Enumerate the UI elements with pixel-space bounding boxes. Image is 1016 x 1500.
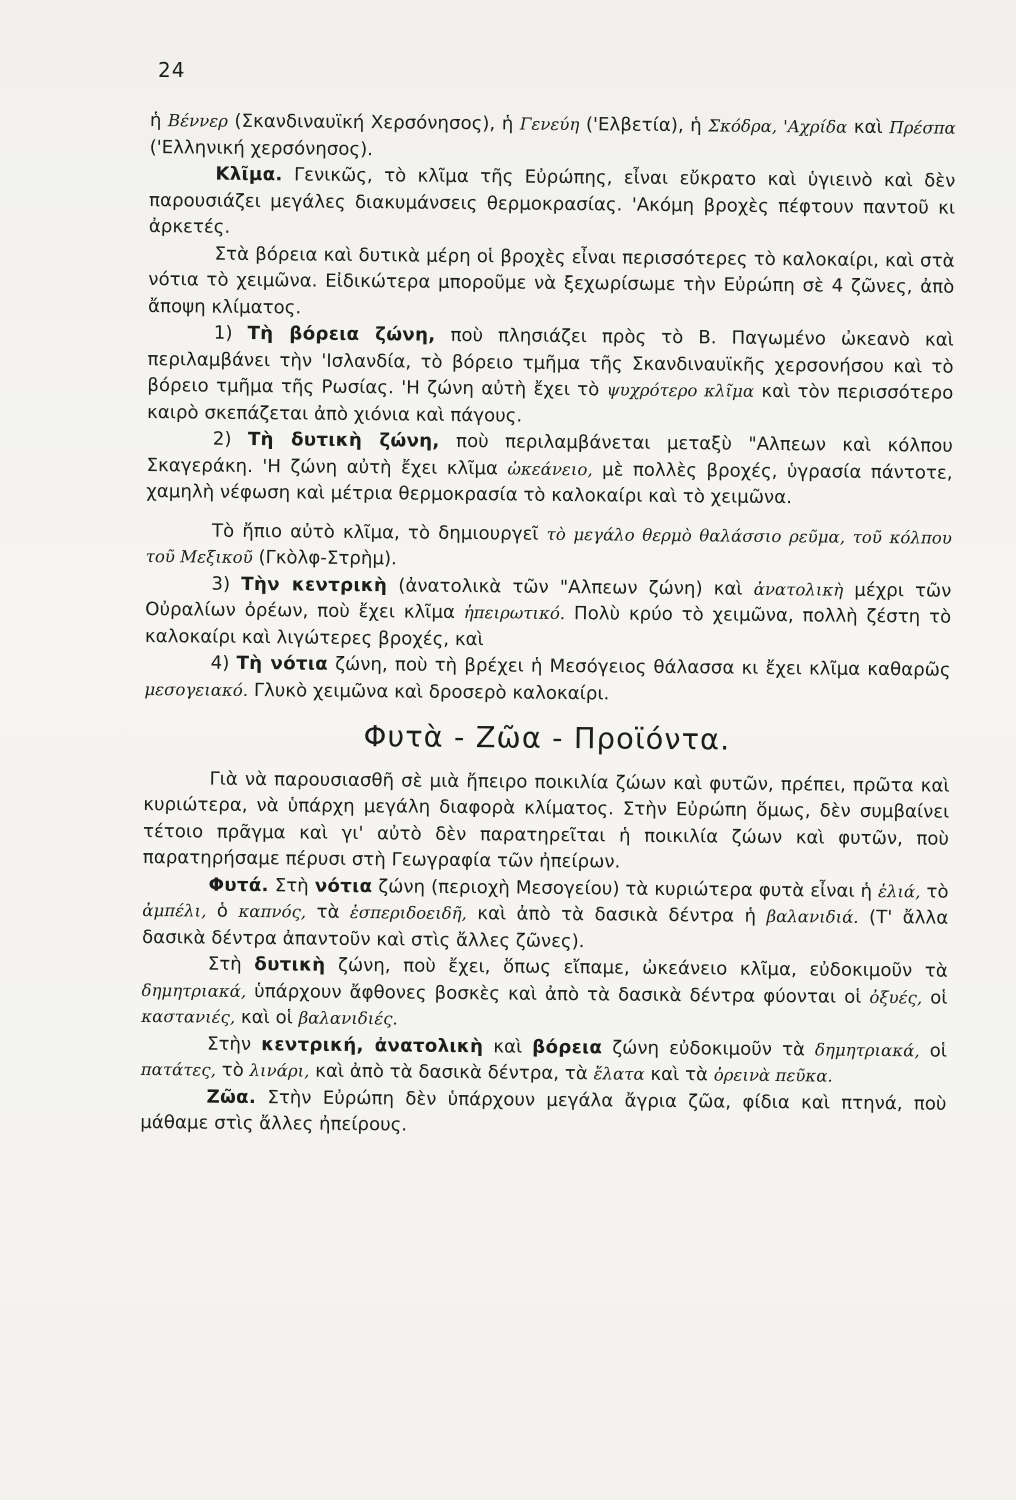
zone-name: Τὴν κεντρικὴ [241, 573, 388, 596]
plants-paragraph [142, 871, 949, 958]
text-run: ὁ [206, 900, 239, 922]
emphasis: μεσογειακό. [144, 679, 249, 700]
text-run: Πολὺ κρύο τὸ χειμῶνα, πολλὴ ζέστη τὸ καλοκαίρι καὶ λιγώτερες βροχές, καὶ [144, 603, 952, 650]
section-heading: Φυτὰ - Ζῶα - Προϊόντα. [363, 719, 731, 757]
text-run: τὸ [920, 880, 949, 903]
text-run: καὶ ἀπὸ τὰ δασικὰ δέντρα, τὰ [309, 1060, 594, 1085]
text-run: ποὺ περιλαμβάνεται μεταξὺ "Αλπεων καὶ κόλπου Σκαγεράκη. 'Η ζώνη αὐτὴ ἔχει κλῖμα [146, 430, 953, 479]
emphasis: ὠκεάνειο, [507, 458, 593, 479]
zone-name: κεντρική, ἀνατολικὴ [261, 1033, 484, 1057]
place-name: Γενεύη [519, 114, 580, 135]
text-run: (Σκανδιναυϊκή Χερσόνησος), ἡ [227, 110, 520, 135]
text-run: Στὴν [206, 1033, 262, 1055]
section-intro-paragraph [143, 765, 950, 879]
zone-name: Τὴ δυτικὴ ζώνη, [247, 428, 440, 452]
plant-name: καπνός, [238, 901, 307, 922]
text-run: ('Ελβετία), ἡ [579, 114, 709, 137]
zone-number: 4) [210, 652, 237, 674]
zone-number: 2) [212, 428, 248, 450]
climate-paragraph [149, 161, 956, 248]
page-number: 24 [158, 58, 186, 82]
climate-title: Κλῖμα. [215, 163, 283, 186]
plants-title: Φυτά. [208, 874, 269, 896]
text-run: Γλυκὸ χειμῶνα καὶ δροσερὸ καλοκαίρι. [248, 679, 610, 704]
text-run: Γενικῶς, τὸ κλῖμα τῆς Εὐρώπης, εἶναι εὔκρατο καὶ ὑγιεινὸ καὶ δὲν παρουσιάζει μεγάλες διακυμάνσεις θερμοκρασίας. 'Ακόμη βροχὲς πέφτουν παντοῦ κι ἀρκετές. [148, 164, 956, 238]
body-text [140, 108, 956, 1144]
text-run: (ἀνατολικὰ τῶν "Αλπεων ζώνη) καὶ [387, 574, 754, 600]
zone-number: 1) [213, 322, 248, 344]
place-name: Σκόδρα, 'Αχρίδα [708, 116, 848, 137]
emphasis: ἀνατολικὴ [753, 579, 844, 600]
place-name: Βέννερ [167, 111, 228, 131]
plant-name: ἐσπεριδοειδῆ, [349, 902, 467, 924]
place-name: Πρέσπα [889, 118, 956, 138]
text-run: ποὺ πλησιάζει πρὸς τὸ Β. Παγωμένο ὠκεανὸ καὶ περιλαμβάνει τὴν 'Ισλανδία, τὸ βόρειο τμῆμα τῆς Σκανδιναυϊκῆς χερσονήσου καὶ τὸ βόρειο τμῆμα τῆς Ρωσίας. 'Η ζώνη αὐτὴ ἔχει τὸ [147, 324, 954, 401]
gulf-stream-paragraph [146, 517, 952, 578]
zone-name: δυτικὴ [254, 954, 326, 976]
plant-name: ὀρεινὰ πεῦκα. [713, 1065, 833, 1086]
text-run: Στὴ [268, 874, 315, 897]
text-run: καὶ οἱ [235, 1006, 299, 1029]
text-run: ζώνη, ποὺ ἔχει, ὅπως εἴπαμε, ὠκεάνειο κλῖμα, εὐδοκιμοῦν τὰ [325, 954, 948, 982]
plant-name: ἐλιά, [877, 881, 921, 901]
animals-title: Ζῶα. [206, 1086, 257, 1108]
zone-name: Τὴ νότια [236, 652, 329, 675]
plant-name: ἀμπέλι, [142, 900, 207, 921]
text-run: Γιὰ νὰ παρουσιασθῆ σὲ μιὰ ἤπειρο ποικιλία ζώων καὶ φυτῶν, πρέπει, πρῶτα καὶ κυριώτερα, νὰ ὑπάρχη μεγάλη διαφορὰ κλίματος. Στὴν Εὐρώπη ὅμως, δὲν συμβαίνει τέτοιο πρᾶγμα καὶ γι' αὐτὸ δὲν παρατηρεῖται ἡ ποικιλία ζώων καὶ φυτῶν, ποὺ παρατηρήσαμε πέρυσι στὴ Γεωγραφία τῶν ἠπείρων. [142, 768, 950, 873]
text-run: καὶ τὰ [644, 1063, 714, 1086]
emphasis: ψυχρότερο κλῖμα [606, 380, 755, 401]
zone-2-paragraph [146, 426, 953, 513]
text-run: ('Ελληνική χερσόνησος). [149, 136, 374, 160]
text-run: Στὴν Εὐρώπη δὲν ὑπάρχουν μεγάλα ἄγρια ζῶα, φίδια καὶ πτηνά, ποὺ μάθαμε στὶς ἄλλες ἠπείρους. [140, 1086, 947, 1136]
plant-name: ἔλατα [593, 1064, 645, 1084]
plant-name: ὀξυές, [869, 987, 923, 1007]
text-run: καὶ [847, 116, 890, 139]
text-run: Στὰ βόρεια καὶ δυτικὰ μέρη οἱ βροχὲς εἶναι περισσότερες τὸ καλοκαίρι, καὶ στὰ νότια τὸ χειμῶνα. Εἰδικώτερα μποροῦμε νὰ ξεχωρίσωμε τὴν Εὐρώπη σὲ 4 ζῶνες, ἀπὸ ἄποψη κλίματος. [147, 243, 955, 318]
zone-4-paragraph [144, 650, 950, 711]
plant-name: βαλανιδιά. [766, 906, 859, 927]
animals-paragraph [140, 1083, 946, 1144]
emphasis: ἠπειρωτικό. [463, 603, 566, 624]
text-run: (Τ' ἄλλα δασικὰ δέντρα ἀπαντοῦν καὶ στὶς ἄλλες ζῶνες). [141, 906, 949, 952]
central-zone-plants-paragraph [141, 1030, 947, 1091]
text-run: καὶ τὸν περισσότερο καιρὸ σκεπάζεται ἀπὸ χιόνια καὶ πάγους. [146, 380, 954, 427]
intro-paragraph [149, 108, 955, 169]
text-run: ζώνη, ποὺ τὴ βρέχει ἡ Μεσόγειος θάλασσα κι ἔχει κλῖμα καθαρῶς [327, 653, 951, 681]
emphasis: τὸ μεγάλο θερμὸ θαλάσσιο ρεῦμα, τοῦ κόλπου τοῦ Μεξικοῦ [145, 524, 953, 568]
zone-name: νότια [314, 875, 373, 897]
text-run: καὶ ἀπὸ τὰ δασικὰ δέντρα ἡ [466, 903, 767, 927]
text-run: οἱ [919, 1039, 948, 1062]
zone-3-paragraph [145, 570, 952, 657]
text-run: Στὴ [207, 953, 255, 976]
plant-name: καστανιές, [141, 1006, 236, 1027]
plant-name: λινάρι, [249, 1061, 310, 1081]
plant-name: δημητριακά, [814, 1039, 920, 1060]
text-run: οἱ [922, 986, 948, 1009]
plant-name: πατάτες, [140, 1059, 217, 1080]
text-run: τὰ [305, 901, 351, 923]
plant-name: δημητριακά, [141, 980, 247, 1001]
text-run: μὲ πολλὲς βροχές, ὑγρασία πάντοτε, χαμηλὴ νέφωση καὶ μέτρια θερμοκρασία τὸ καλοκαίρι καὶ τὸ χειμῶνα. [146, 458, 953, 509]
text-run: τὸ [215, 1059, 250, 1081]
text-run: ζώνη (περιοχὴ Μεσογείου) τὰ κυριώτερα φυτὰ εἶναι ἡ [372, 875, 879, 902]
text-run: ἡ [149, 109, 169, 132]
text-run: καὶ [483, 1035, 533, 1058]
zone-1-paragraph [147, 320, 954, 434]
text-run: ὑπάρχουν ἄφθονες βοσκὲς καὶ ἀπὸ τὰ δασικὰ δέντρα φύονται οἱ [246, 980, 870, 1008]
climate-seasons-paragraph [148, 240, 955, 327]
zone-name: βόρεια [532, 1036, 603, 1058]
text-run: μέχρι τῶν Οὐραλίων ὀρέων, ποὺ ἔχει κλῖμα [145, 579, 952, 624]
text-run: Τὸ ἤπιο αὐτὸ κλῖμα, τὸ δημιουργεῖ [211, 520, 547, 545]
text-run: ζώνη εὐδοκιμοῦν τὰ [602, 1036, 816, 1060]
zone-number: 3) [211, 573, 242, 595]
plant-name: βαλανιδιές. [298, 1008, 398, 1029]
zone-name: Τὴ βόρεια ζώνη, [247, 322, 436, 346]
text-run: (Γκὸλφ-Στρὴμ). [252, 547, 397, 570]
west-zone-plants-paragraph [141, 951, 948, 1038]
